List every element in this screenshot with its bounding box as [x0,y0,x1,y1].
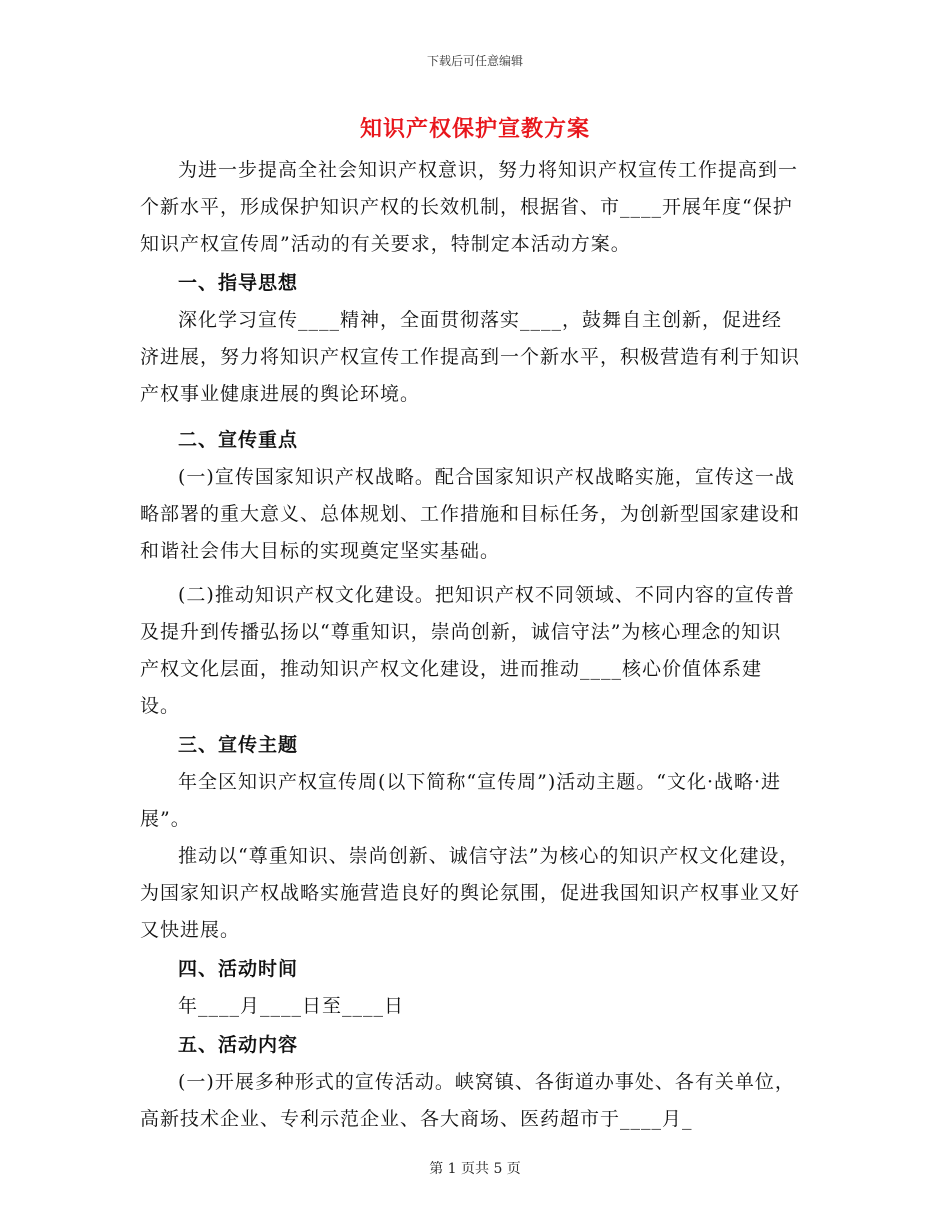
page-number: 第 1 页共 5 页 [429,1161,521,1177]
document-title: 知识产权保护宣教方案 [359,117,590,142]
paragraph: 推动以“尊重知识、崇尚创新、诚信守法”为核心的知识产权文化建设，为国家知识产权战略实施营造良好的舆论氛围，促进我国知识产权事业又好又快进展。 [140,845,801,941]
paragraph: 深化学习宣传____精神，全面贯彻落实____，鼓舞自主创新，促进经济进展，努力将知识产权宣传工作提高到一个新水平，积极营造有利于知识产权事业健康进展的舆论环境。 [140,309,801,405]
paragraph: 年全区知识产权宣传周(以下简称“宣传周”)活动主题。“文化·战略·进展”。 [140,771,782,830]
section-heading-publicity-focus: 二、宣传重点 [178,429,299,451]
document-body [140,152,800,1138]
intro-paragraph: 为进一步提高全社会知识产权意识，努力将知识产权宣传工作提高到一个新水平，形成保护知识产权的长效机制，根据省、市____开展年度“保护知识产权宣传周”活动的有关要求，特制定本活动方案。 [140,159,799,255]
section-heading-activity-time: 四、活动时间 [178,958,299,980]
paragraph: (一)开展多种形式的宣传活动。峡窝镇、各街道办事处、各有关单位，高新技术企业、专利示范企业、各大商场、医药超市于____月_ [140,1071,795,1130]
paragraph: (一)宣传国家知识产权战略。配合国家知识产权战略实施，宣传这一战略部署的重大意义、总体规划、工作措施和目标任务，为创新型国家建设和和谐社会伟大目标的实现奠定坚实基础。 [140,466,801,562]
section-heading-activity-content: 五、活动内容 [178,1034,299,1056]
paragraph: (二)推动知识产权文化建设。把知识产权不同领域、不同内容的宣传普及提升到传播弘扬以“尊重知识，崇尚创新，诚信守法”为核心理念的知识产权文化层面，推动知识产权文化建设，进而推动____核心价值体系建设。 [140,584,795,717]
page-header-note: 下载后可任意编辑 [426,54,523,68]
section-heading-guiding-ideology: 一、指导思想 [178,272,299,294]
section-heading-publicity-theme: 三、宣传主题 [178,734,299,756]
paragraph: 年____月____日至____日 [178,995,405,1017]
